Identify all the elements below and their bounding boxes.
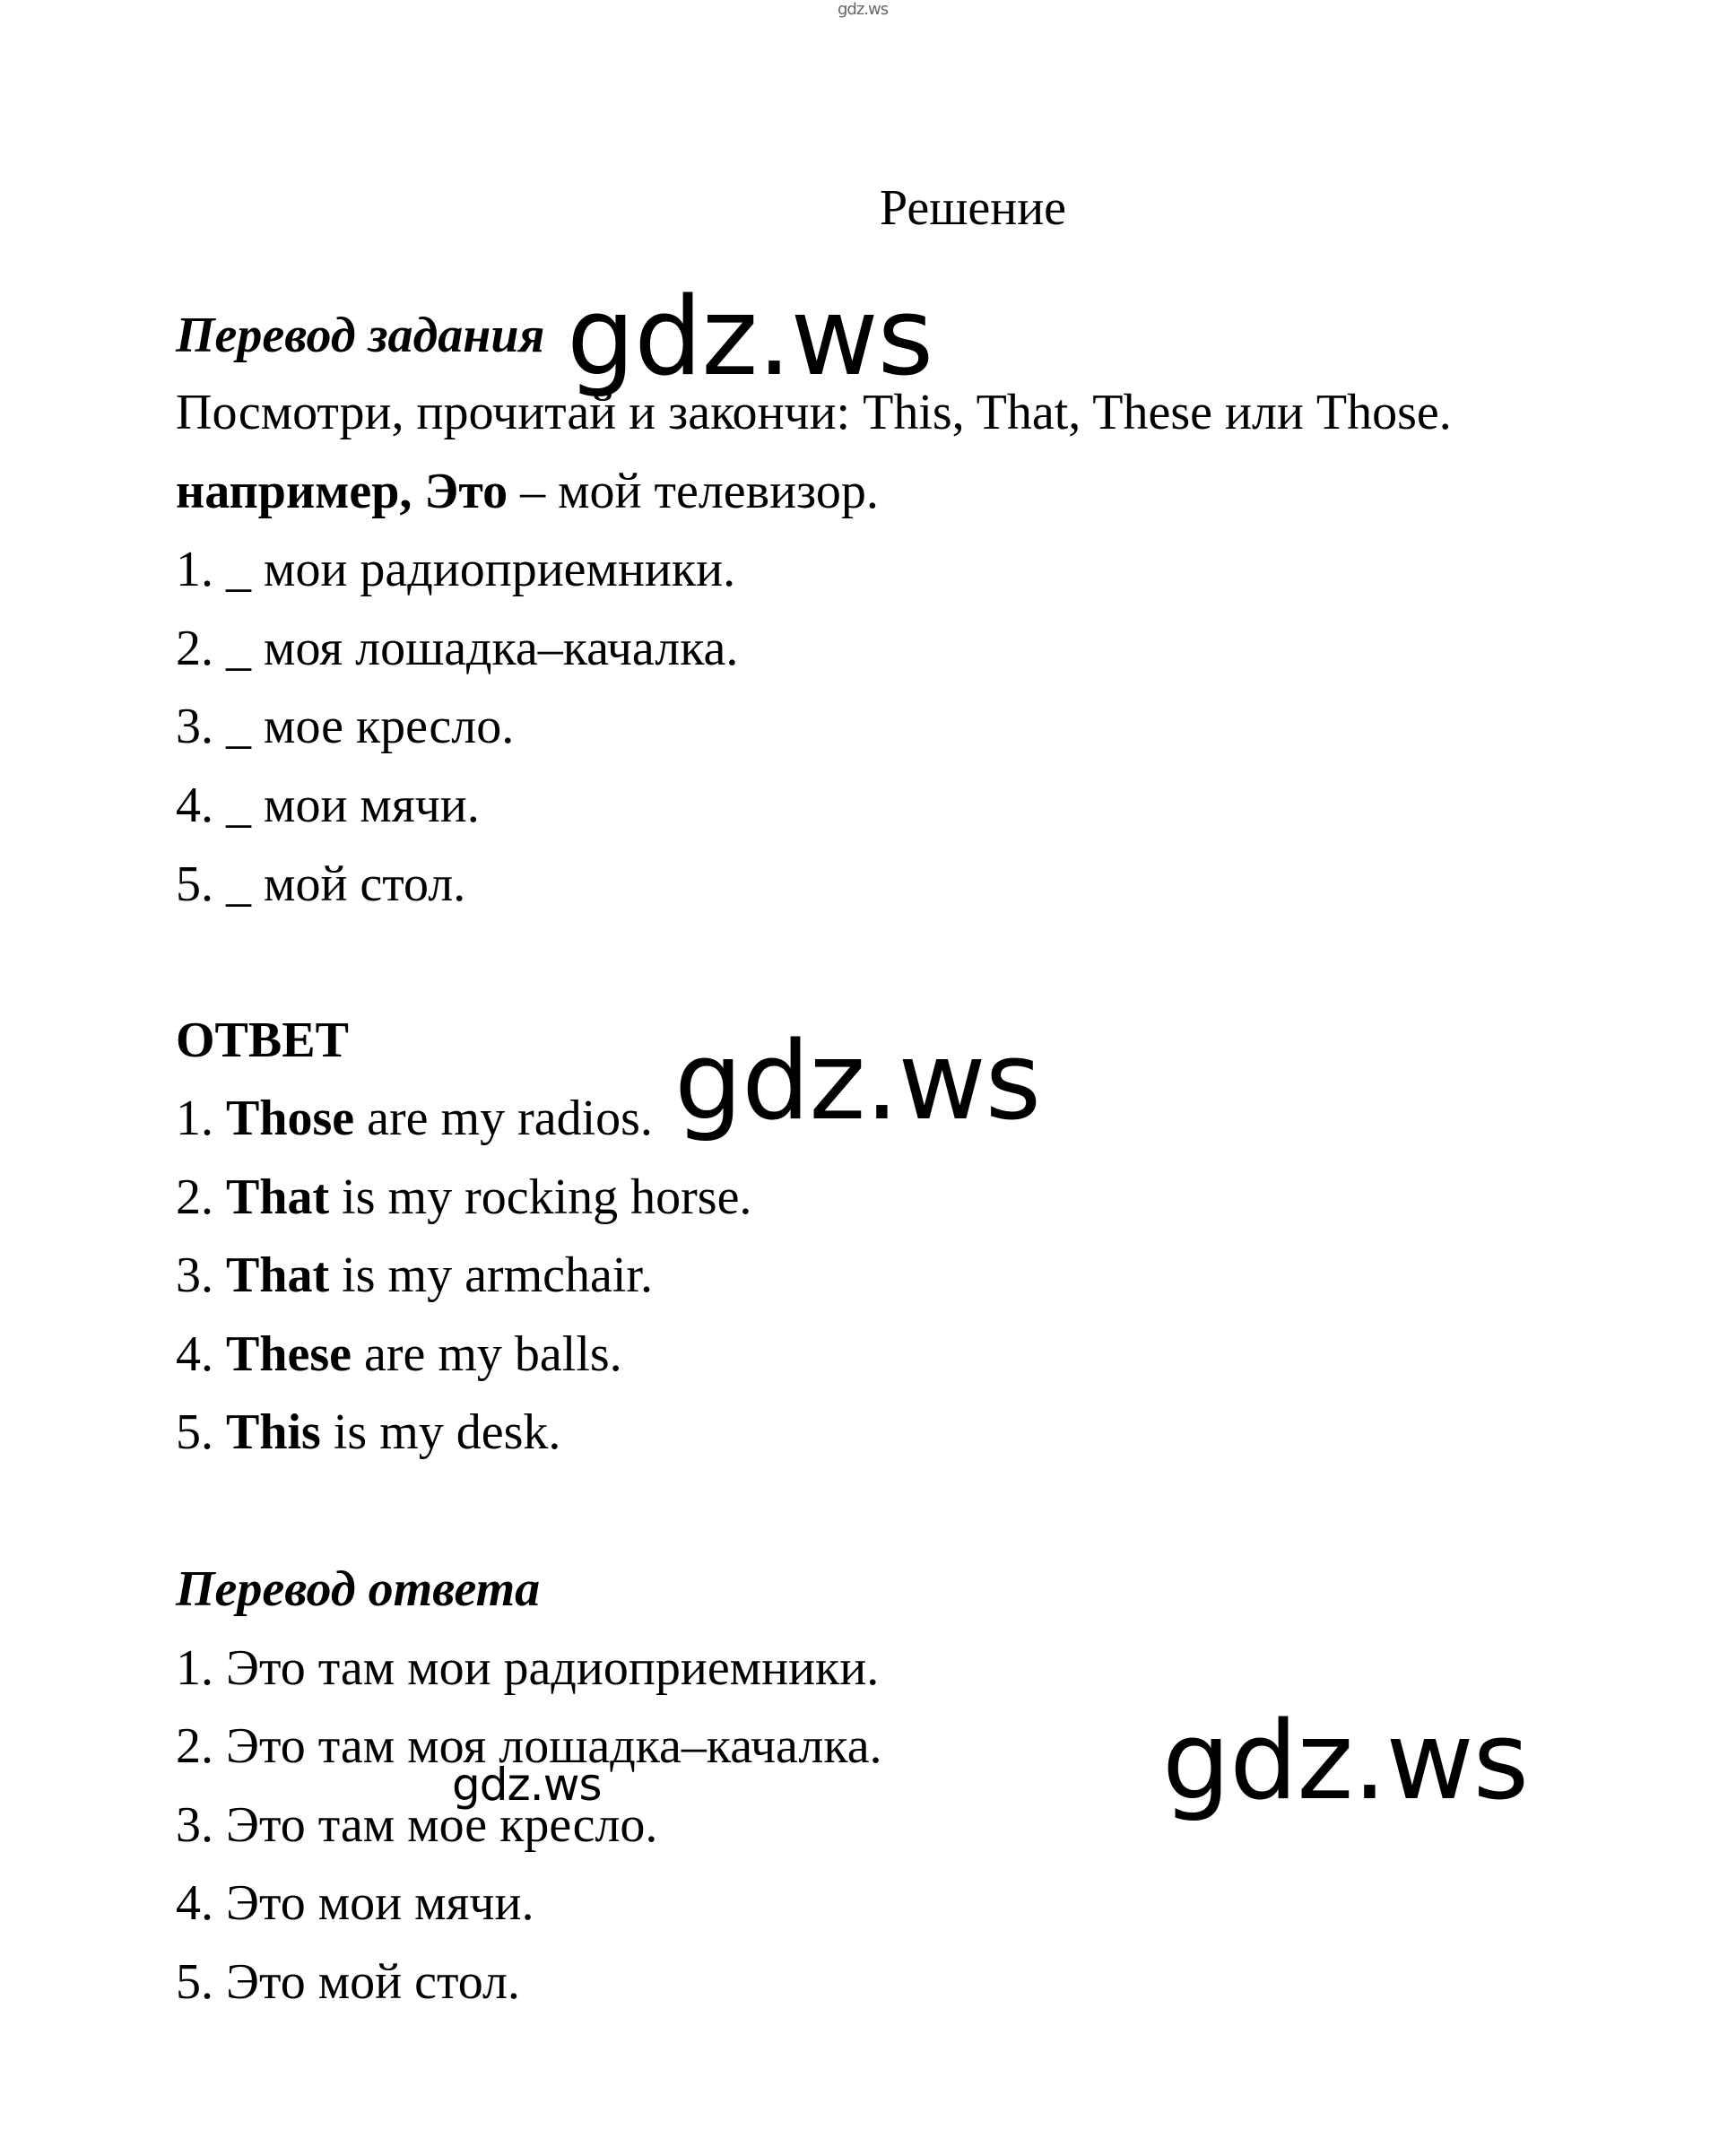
task-item-2: 2. _ моя лошадка–качалка.: [176, 621, 739, 676]
answer-item-5: [176, 1404, 560, 1461]
answer-item-number: 5.: [176, 1404, 226, 1460]
task-example-rest: – мой телевизор.: [508, 464, 879, 519]
task-item-5: 5. _ мой стол.: [176, 856, 466, 912]
watermark-2: gdz.ws: [674, 1020, 1041, 1144]
task-item-3: 3. _ мое кресло.: [176, 699, 515, 754]
translation-item-1: 1. Это там мои радиоприемники.: [176, 1640, 880, 1696]
page-title: Решение: [879, 180, 1067, 236]
answer-item-rest: is my rocking horse.: [329, 1169, 752, 1225]
translation-item-3: 3. Это там мое кресло.: [176, 1797, 658, 1853]
answer-item-3: [176, 1247, 653, 1304]
task-item-1: 1. _ мои радиоприемники.: [176, 542, 736, 597]
task-heading: Перевод задания: [176, 308, 545, 363]
task-example: [176, 463, 879, 520]
answer-item-number: 4.: [176, 1326, 226, 1382]
translation-item-5: 5. Это мой стол.: [176, 1954, 520, 2010]
answer-heading: ОТВЕТ: [176, 1013, 349, 1068]
answer-item-word: These: [226, 1326, 352, 1382]
watermark-1: gdz.ws: [567, 275, 933, 400]
watermark-top: gdz.ws: [838, 0, 889, 19]
answer-item-word: That: [226, 1169, 330, 1225]
answer-item-2: [176, 1169, 751, 1226]
translation-item-4: 4. Это мои мячи.: [176, 1875, 534, 1931]
task-example-bold: например, Это: [176, 464, 508, 519]
answer-item-rest: are my balls.: [352, 1326, 622, 1382]
answer-item-rest: is my desk.: [320, 1404, 561, 1460]
answer-item-4: [176, 1326, 622, 1383]
answer-item-word: That: [226, 1248, 330, 1303]
answer-item-word: This: [226, 1404, 321, 1460]
answer-item-number: 3.: [176, 1248, 226, 1303]
answer-item-rest: are my radios.: [354, 1091, 653, 1146]
watermark-small: gdz.ws: [452, 1759, 602, 1811]
answer-item-1: [176, 1090, 653, 1147]
watermark-3: gdz.ws: [1162, 1700, 1529, 1824]
answer-item-rest: is my armchair.: [329, 1248, 653, 1303]
task-item-4: 4. _ мои мячи.: [176, 778, 480, 833]
answer-item-number: 2.: [176, 1169, 226, 1225]
answer-item-word: Those: [226, 1091, 355, 1146]
translation-item-2: 2. Это там моя лошадка–качалка.: [176, 1718, 882, 1774]
task-instruction: Посмотри, прочитай и закончи: This, That, These или Those.: [176, 385, 1452, 440]
translation-heading: Перевод ответа: [176, 1561, 541, 1617]
answer-item-number: 1.: [176, 1091, 226, 1146]
